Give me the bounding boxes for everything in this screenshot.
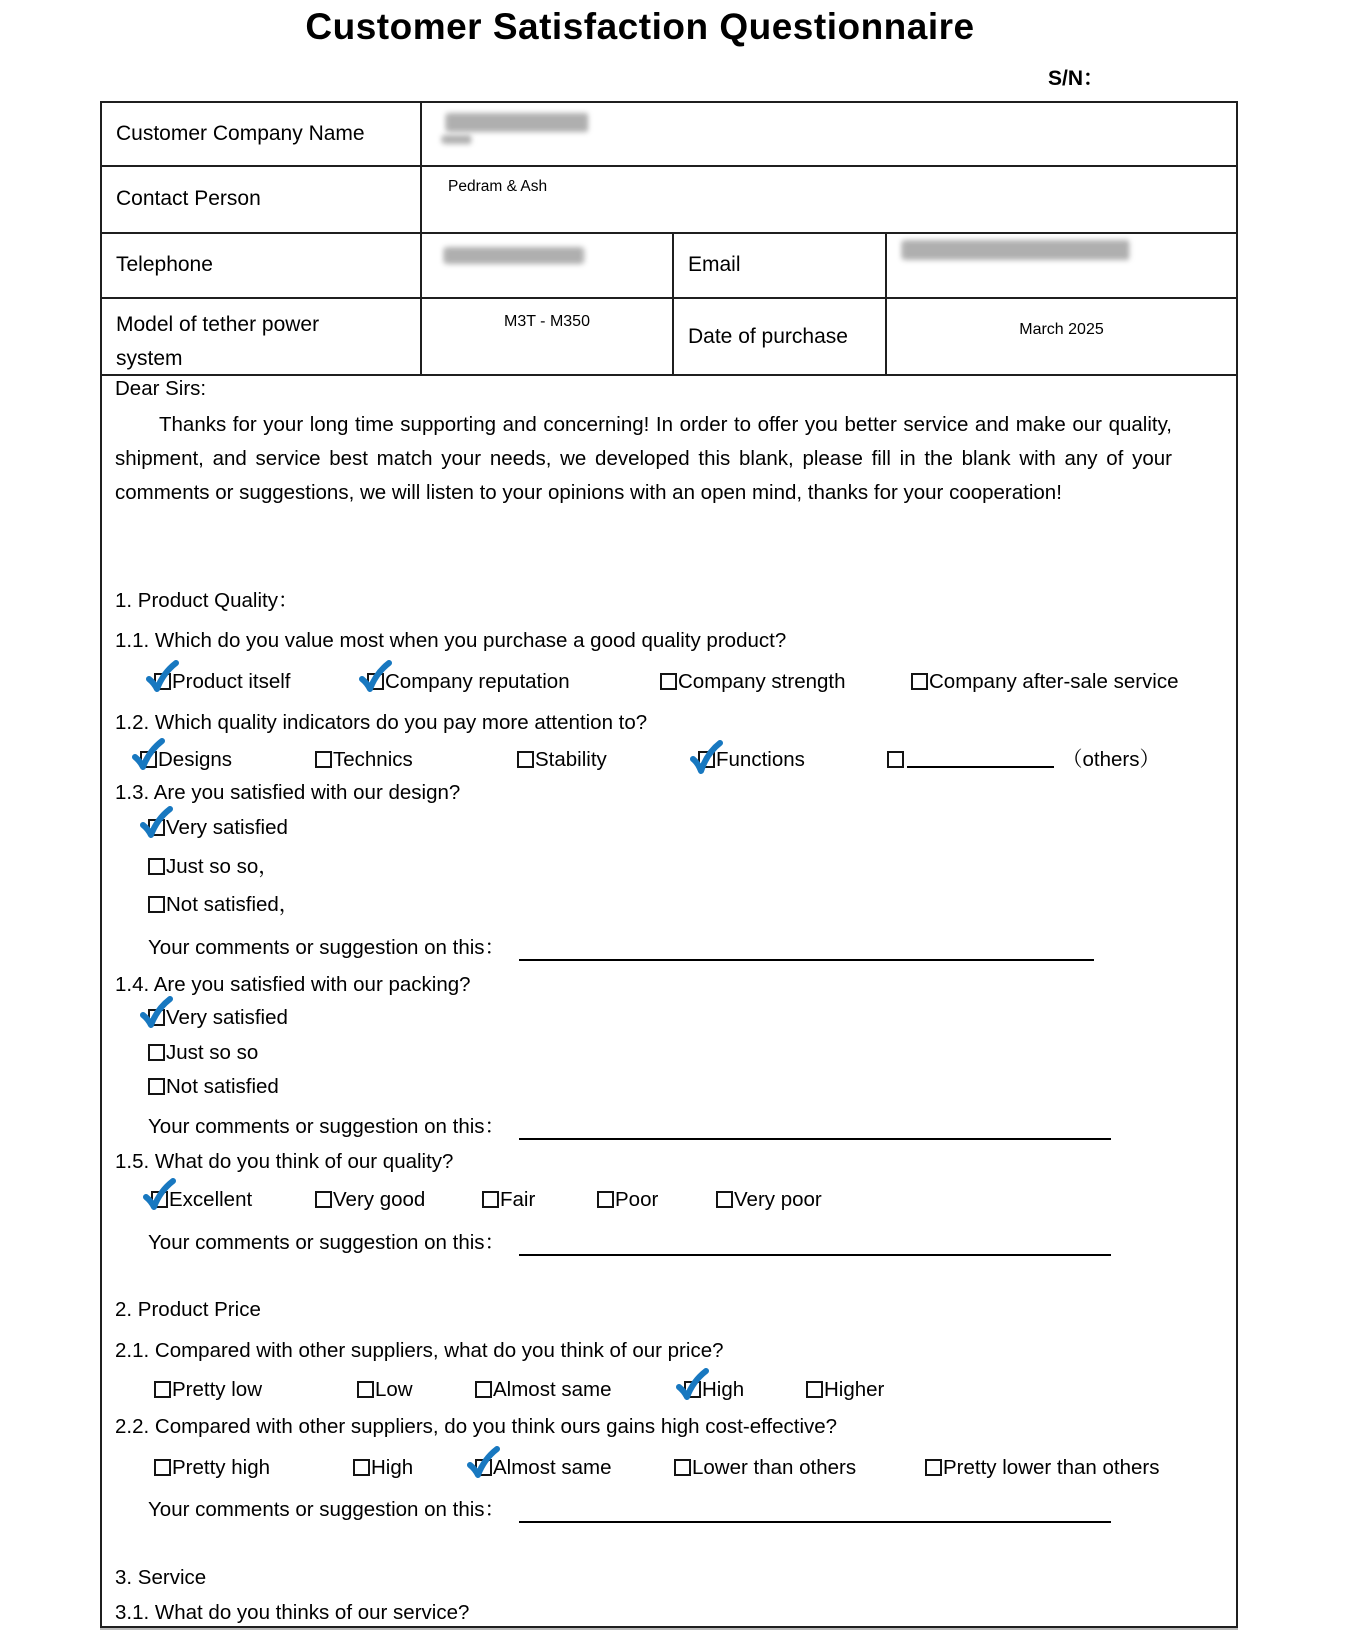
redacted-email-value xyxy=(902,240,1130,260)
checkbox-icon[interactable] xyxy=(925,1459,942,1476)
checkbox-icon[interactable] xyxy=(887,751,904,768)
checkbox-icon[interactable] xyxy=(806,1381,823,1398)
section-3-heading: 3. Service xyxy=(115,1566,207,1589)
option-designs[interactable]: Designs xyxy=(140,745,232,775)
option-packing-very-satisfied[interactable]: Very satisfied xyxy=(148,1003,288,1033)
option-cost-pretty-high[interactable]: Pretty high xyxy=(154,1453,270,1483)
comments-label: Your comments or suggestion on this： xyxy=(148,936,506,959)
option-quality-very-poor[interactable]: Very poor xyxy=(716,1185,822,1215)
redacted-telephone-value xyxy=(444,247,584,264)
option-design-just-so-so[interactable]: Just so so， xyxy=(148,852,279,882)
email-label: Email xyxy=(672,234,885,297)
question-1-2: 1.2. Which quality indicators do you pay more attention to? xyxy=(115,711,648,734)
redacted-company-value-2 xyxy=(442,135,472,144)
option-price-high[interactable]: High xyxy=(684,1375,744,1405)
questionnaire-body xyxy=(102,376,1236,1626)
option-product-itself[interactable]: Product itself xyxy=(154,667,291,697)
checkbox-icon[interactable] xyxy=(154,1459,171,1476)
intro-paragraph: Thanks for your long time supporting and concerning! In order to offer you better service and make our quality, shipment, and service best match your needs, we developed this blank, please fill in the blank with any of your comments or suggestions, we will listen to your opinions with an open mind, thanks for your cooperation! xyxy=(115,413,1172,504)
checkbox-icon[interactable] xyxy=(517,751,534,768)
option-cost-pretty-lower[interactable]: Pretty lower than others xyxy=(925,1453,1160,1483)
others-blank-line[interactable] xyxy=(907,750,1054,768)
option-functions[interactable]: Functions xyxy=(698,745,805,775)
question-2-2: 2.2. Compared with other suppliers, do you think ours gains high cost-effective? xyxy=(115,1415,838,1438)
others-label: （others） xyxy=(1062,748,1160,771)
checkbox-icon[interactable] xyxy=(148,1009,165,1026)
option-price-higher[interactable]: Higher xyxy=(806,1375,884,1405)
option-cost-lower[interactable]: Lower than others xyxy=(674,1453,856,1483)
comments-input-line[interactable] xyxy=(519,1115,1111,1140)
question-1-5: 1.5. What do you think of our quality? xyxy=(115,1150,454,1173)
checkbox-icon[interactable] xyxy=(315,1191,332,1208)
checkbox-icon[interactable] xyxy=(482,1191,499,1208)
page-title: Customer Satisfaction Questionnaire xyxy=(305,6,975,47)
option-quality-very-good[interactable]: Very good xyxy=(315,1185,425,1215)
option-technics[interactable]: Technics xyxy=(315,745,413,775)
option-others-blank[interactable] xyxy=(887,745,1054,775)
comments-row-design xyxy=(148,935,1094,961)
checkbox-icon[interactable] xyxy=(475,1459,492,1476)
comments-input-line[interactable] xyxy=(519,1231,1111,1256)
email-field[interactable] xyxy=(885,234,1236,297)
comments-row-quality xyxy=(148,1230,1111,1256)
serial-number-label: S/N： xyxy=(1048,67,1105,90)
checkbox-icon[interactable] xyxy=(684,1381,701,1398)
comments-label: Your comments or suggestion on this： xyxy=(148,1231,506,1254)
checkbox-icon[interactable] xyxy=(151,1191,168,1208)
checkbox-icon[interactable] xyxy=(475,1381,492,1398)
section-2-heading: 2. Product Price xyxy=(115,1298,261,1321)
option-design-not-satisfied[interactable]: Not satisfied， xyxy=(148,890,299,920)
checkbox-icon[interactable] xyxy=(315,751,332,768)
question-1-1: 1.1. Which do you value most when you purchase a good quality product? xyxy=(115,629,787,652)
option-price-pretty-low[interactable]: Pretty low xyxy=(154,1375,262,1405)
checkbox-icon[interactable] xyxy=(148,819,165,836)
model-label: Model of tether power system xyxy=(116,313,320,370)
checkbox-icon[interactable] xyxy=(357,1381,374,1398)
company-name-label: Customer Company Name xyxy=(116,121,365,145)
telephone-field[interactable] xyxy=(420,234,672,297)
company-name-field[interactable] xyxy=(420,103,1236,165)
contact-person-label: Contact Person xyxy=(116,187,261,211)
checkbox-icon[interactable] xyxy=(367,673,384,690)
comments-row-packing xyxy=(148,1114,1111,1140)
option-design-very-satisfied[interactable]: Very satisfied xyxy=(148,813,288,843)
comments-label: Your comments or suggestion on this： xyxy=(148,1115,506,1138)
comments-input-line[interactable] xyxy=(519,936,1094,961)
option-packing-just-so-so[interactable]: Just so so xyxy=(148,1038,258,1068)
info-table xyxy=(100,101,1238,1628)
comments-label: Your comments or suggestion on this： xyxy=(148,1498,506,1521)
checkbox-icon[interactable] xyxy=(148,1078,165,1095)
option-quality-excellent[interactable]: Excellent xyxy=(151,1185,252,1215)
option-stability[interactable]: Stability xyxy=(517,745,607,775)
comments-input-line[interactable] xyxy=(519,1498,1111,1523)
option-price-almost-same[interactable]: Almost same xyxy=(475,1375,611,1405)
contact-person-value[interactable]: Pedram & Ash xyxy=(420,167,1236,232)
table-row-contact xyxy=(102,167,1236,234)
checkbox-icon[interactable] xyxy=(597,1191,614,1208)
checkbox-icon[interactable] xyxy=(660,673,677,690)
table-row-company xyxy=(102,103,1236,167)
purchase-date-value[interactable]: March 2025 xyxy=(885,299,1236,376)
option-packing-not-satisfied[interactable]: Not satisfied xyxy=(148,1072,279,1102)
option-company-reputation[interactable]: Company reputation xyxy=(367,667,570,697)
option-company-after-sale[interactable]: Company after-sale service xyxy=(911,667,1179,697)
checkbox-icon[interactable] xyxy=(911,673,928,690)
model-value[interactable]: M3T - M350 xyxy=(420,299,672,376)
checkbox-icon[interactable] xyxy=(674,1459,691,1476)
option-cost-high[interactable]: High xyxy=(353,1453,413,1483)
section-1-heading: 1. Product Quality： xyxy=(115,589,299,612)
salutation: Dear Sirs: xyxy=(115,377,207,400)
question-1-3: 1.3. Are you satisfied with our design? xyxy=(115,781,461,804)
checkbox-icon[interactable] xyxy=(353,1459,370,1476)
question-2-1: 2.1. Compared with other suppliers, what do you think of our price? xyxy=(115,1339,724,1362)
comments-row-price xyxy=(148,1497,1111,1523)
checkbox-icon[interactable] xyxy=(698,751,715,768)
telephone-label: Telephone xyxy=(116,253,213,277)
checkbox-icon[interactable] xyxy=(140,751,157,768)
question-1-4: 1.4. Are you satisfied with our packing? xyxy=(115,973,471,996)
question-3-1: 3.1. What do you thinks of our service? xyxy=(115,1601,470,1624)
checkbox-icon[interactable] xyxy=(154,1381,171,1398)
checkbox-icon[interactable] xyxy=(716,1191,733,1208)
option-company-strength[interactable]: Company strength xyxy=(660,667,846,697)
checkbox-icon[interactable] xyxy=(148,858,165,875)
checkbox-icon[interactable] xyxy=(148,1044,165,1061)
option-cost-almost-same[interactable]: Almost same xyxy=(475,1453,611,1483)
checkbox-icon[interactable] xyxy=(154,673,171,690)
option-quality-fair[interactable]: Fair xyxy=(482,1185,535,1215)
table-row-phone-email xyxy=(102,234,1236,299)
redacted-company-value xyxy=(446,113,588,132)
option-price-low[interactable]: Low xyxy=(357,1375,413,1405)
checkbox-icon[interactable] xyxy=(148,896,165,913)
purchase-date-label: Date of purchase xyxy=(672,299,885,376)
table-row-model-purchase xyxy=(102,299,1236,376)
option-quality-poor[interactable]: Poor xyxy=(597,1185,658,1215)
